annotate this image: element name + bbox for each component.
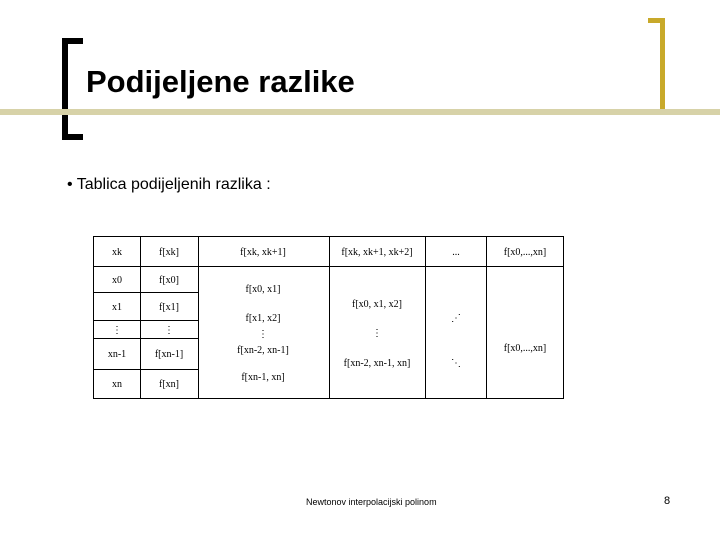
page-number: 8 [664, 495, 671, 507]
x-value: ⋮ [112, 325, 122, 336]
first-difference: f[xn-2, xn-1] [237, 345, 289, 356]
header-fx0-xn: f[x0,...,xn] [503, 247, 547, 258]
f-value: f[x1] [159, 302, 179, 313]
x-value: xn-1 [107, 349, 127, 360]
slide-title: Podijeljene razlike [86, 64, 355, 99]
x-value: x0 [112, 275, 122, 286]
f-value: f[x0] [159, 275, 179, 286]
first-difference: f[x0, x1] [245, 284, 281, 295]
first-difference: f[xn-1, xn] [241, 372, 285, 383]
header-xk: xk [112, 247, 122, 258]
divided-differences-table [93, 236, 564, 399]
higher-difference-dots: ⋱ [451, 358, 461, 369]
header-ellipsis: ... [452, 247, 460, 258]
first-difference: f[x1, x2] [245, 313, 281, 324]
right-bracket-decoration [648, 18, 665, 114]
header-fxk-xk1-xk2: f[xk, xk+1, xk+2] [341, 247, 413, 258]
title-rule [0, 109, 720, 115]
first-difference: ⋮ [258, 329, 268, 340]
second-difference: f[x0, x1, x2] [352, 299, 402, 310]
higher-difference-dots: ⋰ [451, 313, 461, 324]
x-value: xn [112, 379, 122, 390]
x-value: x1 [112, 302, 122, 313]
f-value: f[xn] [159, 379, 179, 390]
left-bracket-decoration [62, 38, 83, 140]
footer-text: Newtonov interpolacijski polinom [306, 497, 437, 507]
second-difference: f[xn-2, xn-1, xn] [343, 358, 411, 369]
table-grid [93, 236, 564, 399]
final-difference: f[x0,...,xn] [503, 343, 547, 354]
header-fxk: f[xk] [159, 247, 179, 258]
f-value: f[xn-1] [154, 349, 184, 360]
second-difference: ⋮ [372, 328, 382, 339]
bullet-text: • Tablica podijeljenih razlika : [67, 176, 271, 193]
f-value: ⋮ [164, 325, 174, 336]
header-fxk-xk1: f[xk, xk+1] [240, 247, 286, 258]
